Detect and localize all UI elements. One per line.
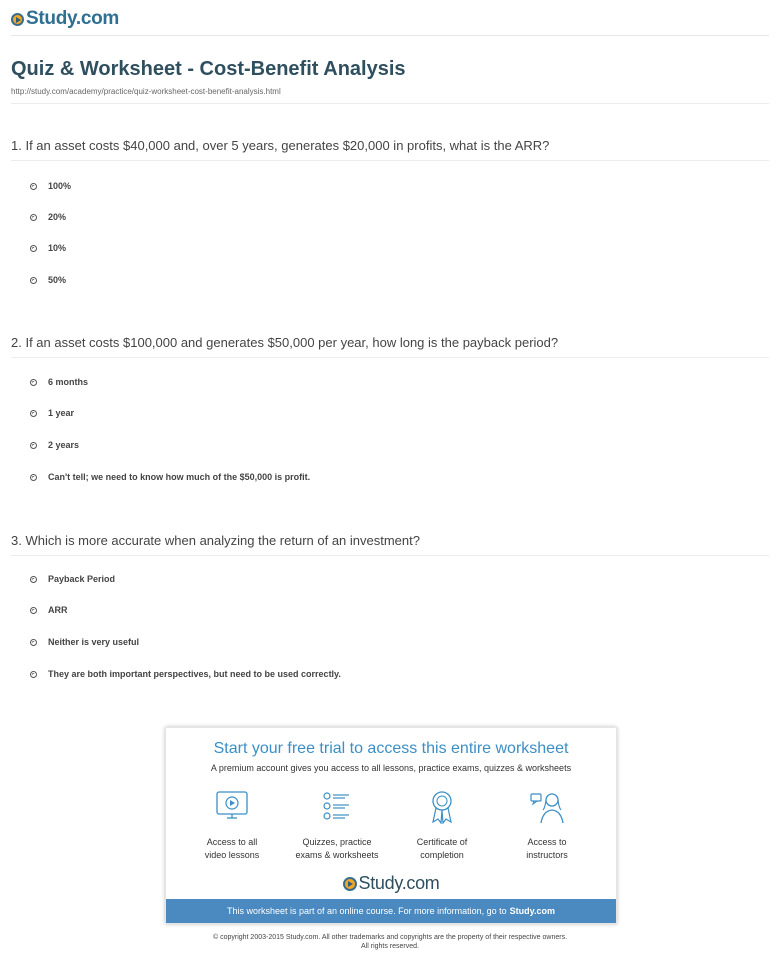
header-divider: [11, 35, 769, 36]
page-url: http://study.com/academy/practice/quiz-worksheet-cost-benefit-analysis.html: [11, 87, 281, 96]
option-label: 6 months: [48, 377, 89, 387]
answer-option[interactable]: [30, 274, 66, 286]
quiz-list-icon: [319, 790, 355, 824]
play-logo-icon: [11, 13, 24, 26]
question-text: 3. Which is more accurate when analyzing the return of an investment?: [11, 533, 420, 548]
radio-button-icon[interactable]: [30, 639, 37, 646]
play-logo-icon: [343, 877, 357, 891]
page-title: Quiz & Worksheet - Cost-Benefit Analysis: [11, 58, 406, 80]
study-logo[interactable]: [11, 8, 119, 30]
feature-video-lessons: [182, 790, 282, 862]
copyright-notice: [0, 933, 780, 951]
option-label: Neither is very useful: [48, 637, 140, 647]
option-label: Can't tell; we need to know how much of the $50,000 is profit.: [48, 472, 311, 482]
instructor-icon: [529, 790, 565, 824]
answer-option[interactable]: [30, 604, 68, 616]
radio-button-icon[interactable]: [30, 277, 37, 284]
answer-option[interactable]: [30, 439, 79, 451]
radio-button-icon[interactable]: [30, 410, 37, 417]
radio-button-icon[interactable]: [30, 671, 37, 678]
radio-button-icon[interactable]: [30, 607, 37, 614]
answer-option[interactable]: [30, 668, 341, 680]
free-trial-promo: [165, 727, 617, 924]
question-divider: [11, 160, 769, 161]
radio-button-icon[interactable]: [30, 183, 37, 190]
promo-logo[interactable]: [166, 873, 616, 894]
answer-option[interactable]: [30, 573, 115, 585]
option-label: 100%: [48, 181, 72, 191]
option-label: 10%: [48, 243, 67, 253]
feature-label: Access to instructors: [526, 837, 568, 860]
video-lesson-icon: [214, 790, 250, 824]
answer-option[interactable]: [30, 407, 74, 419]
radio-button-icon[interactable]: [30, 474, 37, 481]
question-1: [11, 138, 769, 161]
radio-button-icon[interactable]: [30, 379, 37, 386]
option-label: ARR: [48, 605, 68, 615]
radio-button-icon[interactable]: [30, 214, 37, 221]
question-divider: [11, 357, 769, 358]
answer-option[interactable]: [30, 242, 66, 254]
answer-option[interactable]: [30, 471, 310, 483]
feature-certificate: [392, 790, 492, 862]
copyright-line-2: All rights reserved.: [361, 943, 419, 950]
question-text: 2. If an asset costs $100,000 and generates $50,000 per year, how long is the payback period?: [11, 335, 559, 350]
answer-option[interactable]: [30, 636, 139, 648]
option-label: 20%: [48, 212, 67, 222]
option-label: Payback Period: [48, 574, 116, 584]
studycom-link[interactable]: Study.com: [509, 906, 555, 916]
radio-button-icon[interactable]: [30, 576, 37, 583]
feature-label: Access to all video lessons: [204, 837, 260, 860]
option-label: 50%: [48, 275, 67, 285]
option-label: They are both important perspectives, but need to be used correctly.: [48, 669, 341, 679]
answer-option[interactable]: [30, 376, 88, 388]
option-label: 1 year: [48, 408, 75, 418]
certificate-icon: [424, 790, 460, 824]
question-2: [11, 335, 769, 358]
option-label: 2 years: [48, 440, 80, 450]
feature-instructors: [497, 790, 597, 862]
logo-text: Study.com: [358, 873, 440, 893]
question-3: [11, 533, 769, 556]
radio-button-icon[interactable]: [30, 245, 37, 252]
title-divider: [11, 103, 769, 104]
answer-option[interactable]: [30, 180, 71, 192]
feature-quizzes: [287, 790, 387, 862]
radio-button-icon[interactable]: [30, 442, 37, 449]
promo-title[interactable]: Start your free trial to access this entire worksheet: [213, 740, 569, 757]
question-text: 1. If an asset costs $40,000 and, over 5 years, generates $20,000 in profits, what is the ARR?: [11, 138, 550, 153]
feature-label: Certificate of completion: [416, 837, 468, 860]
answer-option[interactable]: [30, 211, 66, 223]
logo-text: Study.com: [26, 8, 120, 29]
feature-label: Quizzes, practice exams & worksheets: [295, 837, 379, 860]
promo-info-bar: [166, 899, 616, 923]
question-divider: [11, 555, 769, 556]
copyright-line-1: © copyright 2003-2015 Study.com. All other trademarks and copyrights are the property of their respective owners.: [212, 934, 568, 941]
promo-bar-text: This worksheet is part of an online course. For more information, go to: [227, 906, 507, 916]
promo-subtitle: A premium account gives you access to all lessons, practice exams, quizzes & worksheets: [210, 763, 572, 773]
